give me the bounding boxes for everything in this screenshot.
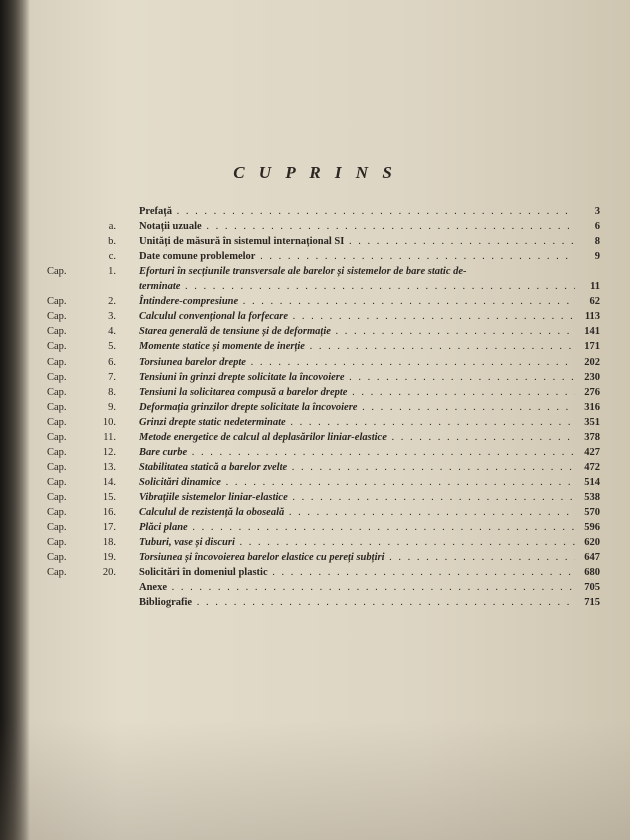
- chapter-number: 20.: [102, 567, 116, 579]
- chapter-number: 18.: [102, 537, 116, 549]
- page-number: 427: [584, 446, 600, 458]
- toc-entry: [0, 339, 630, 354]
- chapter-number: 5.: [108, 341, 116, 353]
- chapter-number: b.: [108, 236, 116, 248]
- toc-entry: [0, 535, 630, 550]
- toc-entry: [0, 249, 630, 264]
- page-number: 596: [584, 522, 600, 534]
- toc-entry: [0, 204, 630, 219]
- chapter-title: Unități de măsură în sistemul internațional SI . . .: [139, 234, 575, 249]
- chapter-title: Notații uzuale . . .: [139, 219, 575, 234]
- toc-entry: [0, 415, 630, 430]
- page-shading: [0, 720, 630, 840]
- chapter-title: Plăci plane . . .: [139, 520, 575, 535]
- chapter-title: Anexe . . .: [139, 580, 575, 595]
- chapter-number: a.: [108, 221, 116, 233]
- chapter-title: Date comune problemelor . . .: [139, 249, 575, 264]
- chapter-prefix: Cap.: [47, 491, 67, 503]
- toc-entry: [0, 355, 630, 370]
- chapter-title: Tensiuni la solicitarea compusă a barelor drepte . . .: [139, 385, 575, 400]
- chapter-prefix: Cap.: [47, 416, 67, 428]
- page-number: 378: [584, 431, 600, 443]
- chapter-number: 8.: [108, 386, 116, 398]
- chapter-title: Solicitări în domeniul plastic . . .: [139, 565, 575, 580]
- chapter-number: 16.: [102, 507, 116, 518]
- toc-entry: [0, 595, 630, 610]
- page-number: 9: [594, 251, 600, 263]
- chapter-title: Metode energetice de calcul al deplasărilor liniar-elastice . . .: [139, 430, 575, 445]
- chapter-title: Tensiuni în grinzi drepte solicitate la încovoiere . . .: [139, 370, 575, 385]
- chapter-prefix: Cap.: [47, 522, 67, 534]
- page-number: 141: [584, 326, 600, 338]
- page-number: 620: [584, 537, 600, 549]
- page-title: C U P R I N S: [233, 163, 397, 182]
- page-number: 538: [584, 491, 600, 503]
- chapter-title: Vibrațiile sistemelor liniar-elastice . . .: [139, 490, 575, 505]
- page-number: 113: [584, 311, 600, 323]
- toc-entry: [0, 309, 630, 324]
- chapter-title: Prefață . . .: [139, 204, 575, 219]
- page-number: 202: [584, 356, 600, 368]
- chapter-number: 15.: [102, 491, 116, 503]
- chapter-number: 14.: [102, 476, 116, 488]
- toc-entry: [0, 219, 630, 234]
- toc-entry: [0, 385, 630, 400]
- chapter-title: Calculul de rezistență la oboseală . . .: [139, 505, 575, 520]
- chapter-title: Întindere-compresiune . . .: [139, 294, 575, 309]
- chapter-number: 4.: [108, 326, 116, 338]
- toc-entry: [0, 550, 630, 565]
- chapter-title: Tuburi, vase și discuri . . .: [139, 535, 575, 550]
- toc-entry: [0, 430, 630, 445]
- toc-entry: [0, 234, 630, 249]
- page-number: 11: [590, 281, 600, 293]
- page-number: 705: [584, 582, 600, 594]
- chapter-title: Grinzi drepte static nedeterminate . . .: [139, 415, 575, 430]
- page-number: 715: [584, 597, 600, 609]
- page-number: 230: [584, 371, 600, 383]
- chapter-title: terminate . . .: [139, 279, 575, 294]
- chapter-prefix: Cap.: [47, 537, 67, 549]
- page-number: 276: [584, 386, 600, 398]
- page-number: 8: [594, 236, 600, 248]
- chapter-prefix: Cap.: [47, 386, 67, 398]
- page-number: 472: [584, 461, 600, 473]
- chapter-number: 2.: [108, 296, 116, 308]
- chapter-prefix: Cap.: [47, 446, 67, 458]
- chapter-number: 6.: [108, 356, 116, 368]
- page-number: 3: [594, 206, 600, 217]
- chapter-title: Torsiunea și încovoierea barelor elastice cu pereți subțiri . . .: [139, 550, 575, 565]
- page-number: 351: [584, 416, 600, 428]
- page-number: 62: [589, 296, 600, 308]
- toc-entry: [0, 370, 630, 385]
- toc-entry: [0, 475, 630, 490]
- page-number: 171: [584, 341, 600, 353]
- chapter-number: 12.: [102, 446, 116, 458]
- page-number: 647: [584, 552, 600, 564]
- toc-entry: [0, 460, 630, 475]
- page-number: 570: [584, 507, 600, 518]
- chapter-title: Bibliografie . . .: [139, 595, 575, 610]
- chapter-prefix: Cap.: [47, 431, 67, 443]
- chapter-title: Bare curbe . . .: [139, 445, 575, 460]
- toc-entry: [0, 324, 630, 339]
- chapter-prefix: Cap.: [47, 476, 67, 488]
- page-number: 680: [584, 567, 600, 579]
- chapter-prefix: Cap.: [47, 567, 67, 579]
- toc-entry: [0, 565, 630, 580]
- chapter-number: c.: [108, 251, 116, 263]
- toc-entry: [0, 294, 630, 309]
- chapter-title: Solicitări dinamice . . .: [139, 475, 575, 490]
- toc-entry: [0, 580, 630, 595]
- chapter-prefix: Cap.: [47, 266, 67, 278]
- page-number: 316: [584, 401, 600, 413]
- chapter-number: 11.: [103, 431, 116, 443]
- chapter-prefix: Cap.: [47, 296, 67, 308]
- chapter-prefix: Cap.: [47, 341, 67, 353]
- chapter-prefix: Cap.: [47, 326, 67, 338]
- chapter-prefix: Cap.: [47, 552, 67, 564]
- chapter-number: 17.: [102, 522, 116, 534]
- chapter-number: 13.: [102, 461, 116, 473]
- toc-entry: [0, 400, 630, 415]
- chapter-title: Stabilitatea statică a barelor zvelte . . .: [139, 460, 575, 475]
- page-number: 6: [594, 221, 600, 233]
- chapter-number: 19.: [102, 552, 116, 564]
- toc-entry: [0, 279, 630, 294]
- chapter-title: Eforturi în secțiunile transversale ale barelor și sistemelor de bare static de-: [139, 266, 467, 278]
- toc-entry: [0, 520, 630, 535]
- chapter-number: 9.: [108, 401, 116, 413]
- chapter-prefix: Cap.: [47, 507, 67, 518]
- toc-entry: [0, 490, 630, 505]
- chapter-title: Deformația grinzilor drepte solicitate la încovoiere . . .: [139, 400, 575, 415]
- chapter-number: 7.: [108, 371, 116, 383]
- toc-entry: [0, 264, 630, 279]
- chapter-title: Momente statice și momente de inerție . . .: [139, 339, 575, 354]
- chapter-title: Torsiunea barelor drepte . . .: [139, 355, 575, 370]
- chapter-prefix: Cap.: [47, 371, 67, 383]
- chapter-number: 1.: [108, 266, 116, 278]
- chapter-prefix: Cap.: [47, 461, 67, 473]
- chapter-number: 3.: [108, 311, 116, 323]
- chapter-title: Calculul convențional la forfecare . . .: [139, 309, 575, 324]
- chapter-prefix: Cap.: [47, 311, 67, 323]
- toc-entry: [0, 445, 630, 460]
- chapter-prefix: Cap.: [47, 401, 67, 413]
- page-number: 514: [584, 476, 600, 488]
- chapter-title: Starea generală de tensiune și de deformație . . .: [139, 324, 575, 339]
- chapter-number: 10.: [102, 416, 116, 428]
- chapter-prefix: Cap.: [47, 356, 67, 368]
- toc-entry: [0, 505, 630, 520]
